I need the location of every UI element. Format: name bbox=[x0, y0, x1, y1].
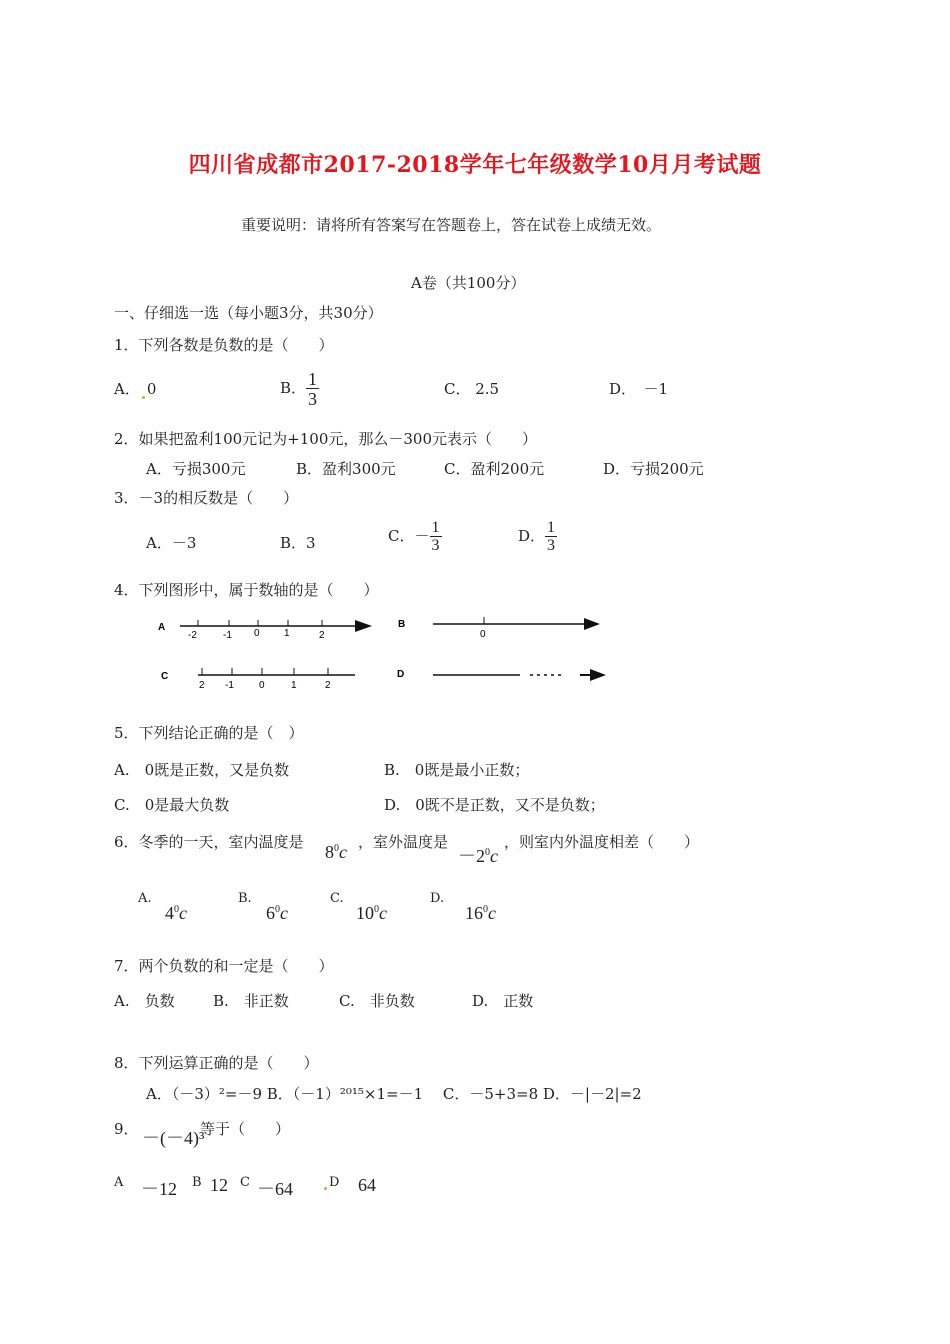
axis-d-arrow bbox=[590, 669, 606, 681]
denominator: 3 bbox=[547, 537, 556, 554]
q6-option-a bbox=[165, 903, 187, 924]
q1-option-c: C． 2.5 bbox=[444, 380, 500, 398]
denominator: 3 bbox=[308, 389, 318, 409]
paper-label: A卷（共100分） bbox=[411, 274, 526, 292]
q9-option-b: 12 bbox=[210, 1175, 228, 1195]
q1-a-value: 0 bbox=[146, 380, 157, 398]
q6-b-label: B. bbox=[238, 891, 252, 906]
q7-option-a: A. 负数 bbox=[114, 992, 175, 1010]
axis-b-arrow bbox=[584, 618, 600, 630]
numerator: 1 bbox=[308, 369, 318, 389]
axis-a-tick-label: -1 bbox=[223, 630, 232, 641]
numerator: 1 bbox=[547, 519, 556, 536]
degree: 0 bbox=[483, 904, 488, 915]
exam-title: 四川省成都市2017-2018学年七年级数学10月月考试题 bbox=[188, 152, 762, 178]
q5-option-b: B. 0既是最小正数； bbox=[384, 761, 530, 779]
q3-option-c bbox=[388, 520, 442, 554]
q7-option-b: B. 非正数 bbox=[213, 992, 289, 1010]
important-note: 重要说明：请将所有答案写在答题卷上，答在试卷上成绩无效。 bbox=[241, 216, 662, 234]
q3-option-a: A．－3 bbox=[146, 534, 197, 552]
q5-stem: 5．下列结论正确的是（ ） bbox=[114, 724, 304, 742]
q9-number: 9． bbox=[114, 1120, 139, 1138]
q9-c-label: C bbox=[240, 1175, 250, 1190]
q3-c-fraction bbox=[430, 520, 442, 554]
q6-outdoor-temp bbox=[458, 842, 498, 868]
q3-stem: 3．－3的相反数是（ ） bbox=[114, 489, 299, 507]
axis-a-tick-label: 1 bbox=[284, 628, 290, 639]
axis-c-label: C bbox=[161, 671, 169, 682]
section-heading: 一、仔细选一选（每小题3分，共30分） bbox=[114, 304, 383, 322]
value: 16 bbox=[465, 903, 483, 923]
q2-option-d: D．亏损200元 bbox=[603, 460, 704, 478]
number-line-figures bbox=[150, 605, 620, 700]
q2-stem: 2．如果把盈利100元记为+100元，那么－300元表示（ ） bbox=[114, 430, 538, 448]
q9-d-label bbox=[322, 1175, 339, 1190]
value: 6 bbox=[266, 903, 275, 923]
degree: 0 bbox=[174, 904, 179, 915]
q7-stem: 7．两个负数的和一定是（ ） bbox=[114, 957, 334, 975]
axis-d-label: D bbox=[397, 669, 405, 680]
q9-option-c: －64 bbox=[257, 1179, 293, 1199]
q9-b-label: B bbox=[192, 1175, 202, 1190]
q6-stem-part2: ，室外温度是 bbox=[358, 833, 449, 851]
q6-d-label: D. bbox=[430, 891, 445, 906]
q5-option-a: A. 0既是正数，又是负数 bbox=[114, 761, 290, 779]
q1-option-b bbox=[280, 370, 319, 408]
q1-b-label: B． bbox=[280, 379, 307, 397]
axis-c-tick-label: 0 bbox=[259, 680, 265, 691]
q3-c-label: C． bbox=[388, 527, 415, 545]
q1-option-d: D． －1 bbox=[609, 380, 669, 398]
numerator: 1 bbox=[431, 519, 440, 536]
value: 8 bbox=[325, 842, 334, 862]
degree: 0 bbox=[334, 843, 339, 854]
q9-stem-tail: 等于（ ） bbox=[200, 1120, 291, 1138]
q9-a-label: A bbox=[114, 1175, 124, 1190]
axis-a-tick-label: -2 bbox=[188, 630, 197, 641]
q6-option-d bbox=[465, 903, 496, 924]
q8-options: A．（－3）²=－9 B．（－1）²⁰¹⁵×1=－1 C．－5+3=8 D．－|－2|=2 bbox=[146, 1085, 642, 1103]
unit: c bbox=[179, 903, 187, 923]
axis-a-ticks bbox=[198, 620, 322, 626]
q2-option-a: A．亏损300元 bbox=[146, 460, 246, 478]
q2-option-b: B．盈利300元 bbox=[296, 460, 396, 478]
q3-option-d bbox=[518, 520, 557, 554]
axis-a-tick-label: 2 bbox=[319, 630, 325, 641]
q7-option-c: C. 非负数 bbox=[339, 992, 415, 1010]
q3-c-sign: － bbox=[414, 527, 430, 545]
axis-c-tick-label: -1 bbox=[225, 680, 234, 691]
label: D bbox=[329, 1175, 340, 1190]
q1-a-label: A． bbox=[114, 380, 140, 398]
q6-option-b bbox=[266, 903, 288, 924]
value: 4 bbox=[165, 903, 174, 923]
q6-indoor-temp bbox=[325, 842, 347, 863]
q8-stem: 8．下列运算正确的是（ ） bbox=[114, 1054, 319, 1072]
axis-c-tick-label: 2 bbox=[199, 680, 205, 691]
value: 10 bbox=[356, 903, 374, 923]
denominator: 3 bbox=[431, 537, 440, 554]
q5-option-c: C. 0是最大负数 bbox=[114, 796, 230, 814]
q6-stem-part1: 6．冬季的一天，室内温度是 bbox=[114, 833, 304, 851]
q3-option-b: B．3 bbox=[280, 534, 316, 552]
q3-d-label: D． bbox=[518, 527, 546, 545]
q9-expression: －(－4)³ bbox=[142, 1128, 205, 1148]
unit: c bbox=[490, 846, 498, 866]
q5-option-d: D. 0既不是正数，又不是负数； bbox=[384, 796, 605, 814]
axis-c-tick-label: 1 bbox=[291, 680, 297, 691]
axis-a-label: A bbox=[158, 622, 166, 633]
q2-option-c: C．盈利200元 bbox=[444, 460, 545, 478]
unit: c bbox=[339, 842, 347, 862]
q7-option-d: D. 正数 bbox=[472, 992, 534, 1010]
degree: 0 bbox=[275, 904, 280, 915]
q1-option-a bbox=[114, 378, 156, 399]
unit: c bbox=[379, 903, 387, 923]
q1-b-fraction bbox=[306, 370, 319, 408]
q9-option-a: －12 bbox=[141, 1179, 177, 1199]
axis-a-arrow bbox=[355, 620, 372, 632]
q3-d-fraction bbox=[545, 520, 557, 554]
q6-a-label: A. bbox=[138, 891, 152, 906]
q9-option-d: 64 bbox=[358, 1175, 376, 1195]
degree: 0 bbox=[374, 904, 379, 915]
speck bbox=[324, 1187, 327, 1190]
degree: 0 bbox=[485, 847, 490, 858]
unit: c bbox=[280, 903, 288, 923]
axis-b-tick-label: 0 bbox=[480, 629, 486, 640]
value: －2 bbox=[458, 846, 485, 866]
q1-stem: 1．下列各数是负数的是（ ） bbox=[114, 336, 334, 354]
axis-c-tick-label: 2 bbox=[325, 680, 331, 691]
axis-b-label: B bbox=[398, 619, 406, 630]
q6-c-label: C. bbox=[330, 891, 344, 906]
q6-option-c bbox=[356, 903, 387, 924]
speck bbox=[142, 396, 145, 399]
unit: c bbox=[488, 903, 496, 923]
q6-stem-part3: ，则室内外温度相差（ ） bbox=[504, 833, 700, 851]
axis-c-ticks bbox=[202, 668, 328, 675]
axis-a-tick-label: 0 bbox=[254, 628, 260, 639]
q4-stem: 4．下列图形中，属于数轴的是（ ） bbox=[114, 581, 379, 599]
